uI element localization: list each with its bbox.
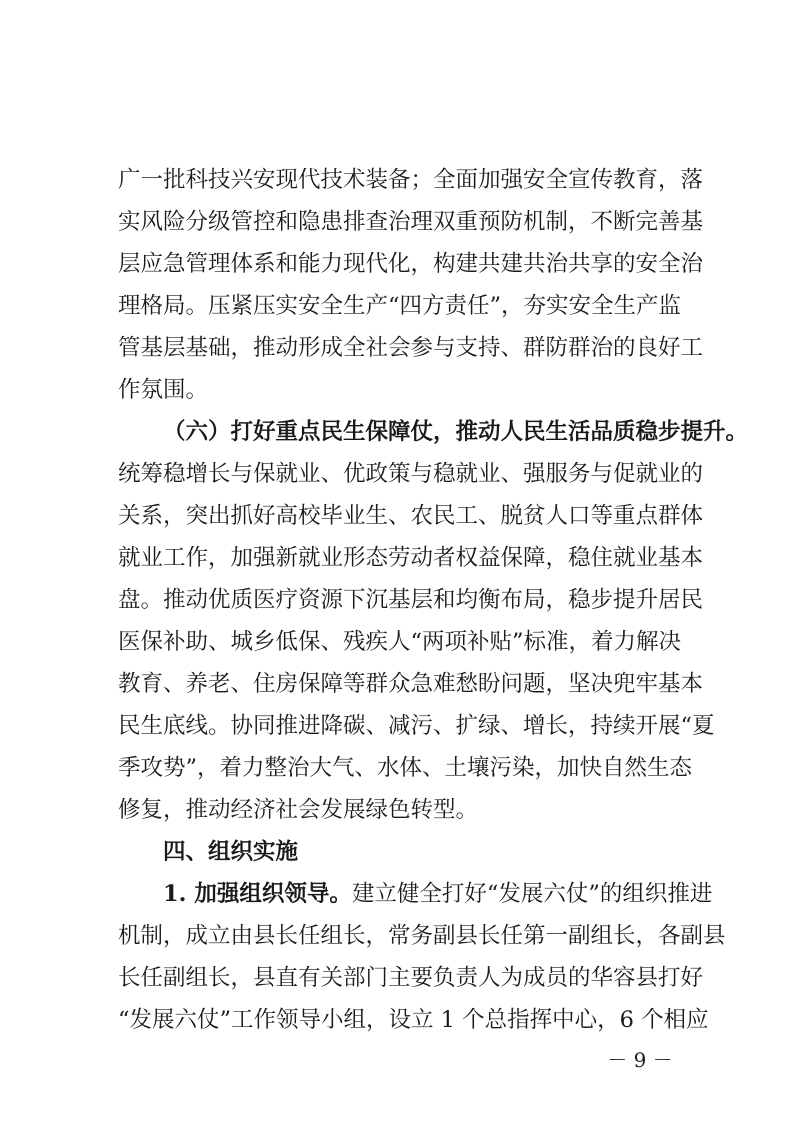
text-line: 盘。推动优质医疗资源下沉基层和均衡布局，稳步提升居民 — [118, 587, 704, 613]
text-line: 关系，突出抓好高校毕业生、农民工、脱贫人口等重点群体 — [118, 503, 704, 529]
text-line: 民生底线。协同推进降碳、减污、扩绿、增长，持续开展“夏 — [118, 713, 715, 739]
text-line — [163, 875, 713, 913]
text-line: 统筹稳增长与保就业、优政策与稳就业、强服务与促就业的 — [118, 461, 704, 487]
text-line: 管基层基础，推动形成全社会参与支持、群防群治的良好工 — [118, 335, 704, 361]
text-line: 层应急管理体系和能力现代化，构建共建共治共享的安全治 — [118, 251, 704, 277]
text-line: 实风险分级管控和隐患排查治理双重预防机制，不断完善基 — [118, 209, 704, 235]
text-line: 广一批科技兴安现代技术装备；全面加强安全宣传教育，落 — [118, 167, 704, 193]
text-line: 作氛围。 — [118, 377, 209, 403]
text-line: 机制，成立由县长任组长，常务副县长任第一副组长，各副县 — [118, 923, 726, 949]
text-line: 理格局。压紧压实安全生产“四方责任”，夯实安全生产监 — [118, 293, 682, 319]
text-line: 长任副组长，县直有关部门主要负责人为成员的华容县打好 — [118, 965, 704, 991]
text-line: 教育、养老、住房保障等群众急难愁盼问题，坚决兜牢基本 — [118, 671, 704, 697]
text-line: 医保补助、城乡低保、残疾人“两项补贴”标准，着力解决 — [118, 629, 682, 655]
item-text: 建立健全打好“发展六仗”的组织推进 — [351, 881, 713, 907]
text-line: 季攻势”，着力整治大气、水体、土壤污染，加快自然生态 — [118, 755, 693, 781]
section-subheading: （六）打好重点民生保障仗，推动人民生活品质稳步提升。 — [163, 419, 749, 445]
text-line: “发展六仗”工作领导小组，设立 1 个总指挥中心，6 个相应 — [118, 1007, 709, 1033]
item-heading: 1. 加强组织领导。 — [163, 881, 352, 907]
text-line: 就业工作，加强新就业形态劳动者权益保障，稳住就业基本 — [118, 545, 704, 571]
text-line: 修复，推动经济社会发展绿色转型。 — [118, 797, 479, 823]
section-heading: 四、组织实施 — [163, 839, 299, 865]
page-number: － 9 － — [607, 1048, 673, 1072]
